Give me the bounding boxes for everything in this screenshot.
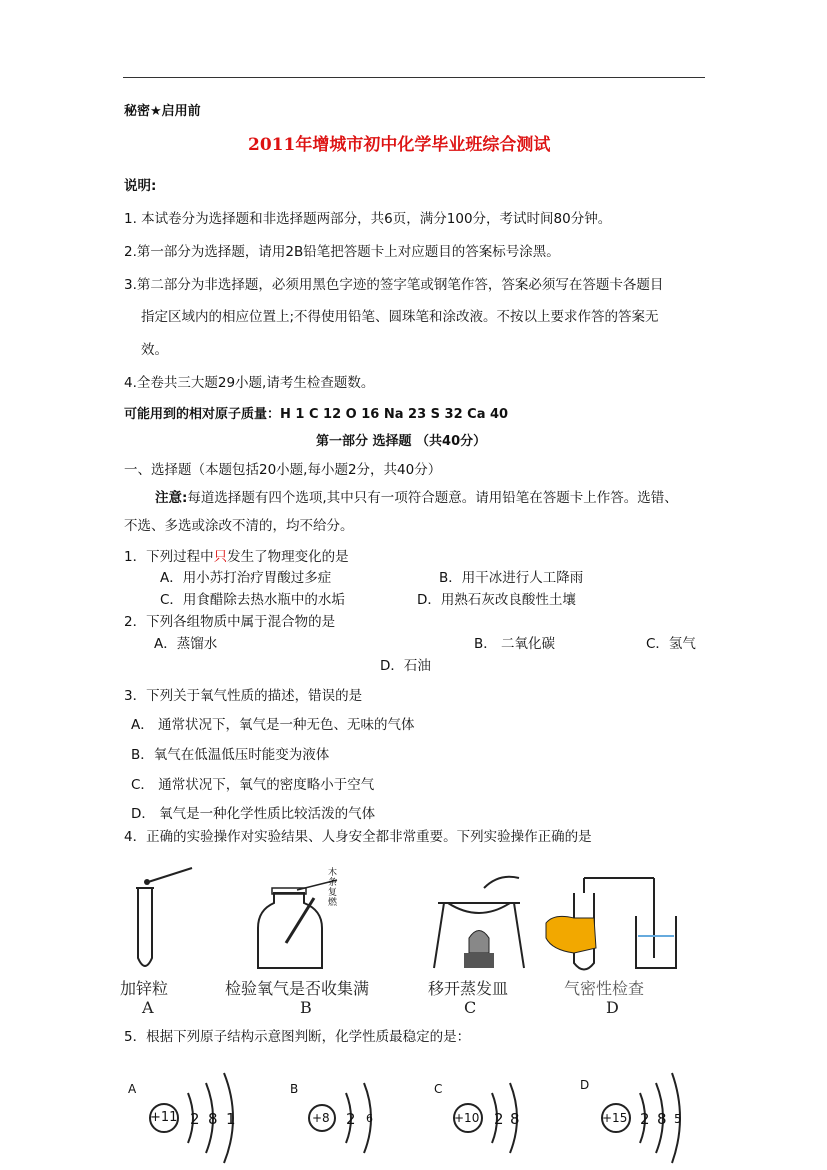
figure-b xyxy=(222,858,382,1018)
atom-nucleus: +10 xyxy=(454,1111,480,1125)
option-a: A．蒸馏水 xyxy=(154,636,218,652)
option-d: D． 氧气是一种化学性质比较活泼的气体 xyxy=(131,806,376,822)
atom-shell: 2 xyxy=(346,1110,356,1128)
burner-diagram xyxy=(424,858,544,978)
atom-shell: 8 xyxy=(657,1110,667,1128)
atom-shells xyxy=(430,1058,550,1168)
note-line xyxy=(155,486,678,506)
question-4: 4．正确的实验操作对实验结果、人身安全都非常重要。下列实验操作正确的是 xyxy=(124,829,592,845)
atom-letter: C xyxy=(434,1082,443,1096)
figure-letter: A xyxy=(142,998,154,1017)
question-3: 3．下列关于氧气性质的描述，错误的是 xyxy=(124,688,363,704)
option-d: D．用熟石灰改良酸性土壤 xyxy=(417,592,576,608)
question-2: 2．下列各组物质中属于混合物的是 xyxy=(124,614,336,630)
option-b: B．用干冰进行人工降雨 xyxy=(439,570,584,586)
option-a: A．用小苏打治疗胃酸过多症 xyxy=(160,570,332,586)
section-heading: 一、选择题（本题包括20小题,每小题2分，共40分） xyxy=(124,462,442,478)
note-text: 每道选择题有四个选项,其中只有一项符合题意。请用铅笔在答题卡上作答。选错、 xyxy=(187,490,678,506)
atom-shell: 2 xyxy=(494,1110,504,1128)
atom-c xyxy=(430,1058,550,1168)
instruction-item: 效。 xyxy=(141,342,168,358)
figure-letter: D xyxy=(606,998,619,1017)
header-rule xyxy=(123,77,705,78)
figure-a xyxy=(120,858,210,1018)
atom-a xyxy=(126,1058,256,1168)
note-line-2: 不选、多选或涂改不清的，均不给分。 xyxy=(124,518,354,534)
atom-letter: B xyxy=(290,1082,299,1096)
figure-caption: 移开蒸发皿 xyxy=(428,979,509,998)
option-a: A． 通常状况下，氧气是一种无色、无味的气体 xyxy=(131,717,415,733)
atom-d xyxy=(580,1058,700,1168)
option-c: C． 通常状况下，氧气的密度略小于空气 xyxy=(131,777,375,793)
figure-caption: 加锌粒 xyxy=(120,979,169,998)
part1-heading: 第一部分 选择题 （共40分） xyxy=(316,434,487,449)
question-text: 1．下列过程中 xyxy=(124,549,214,565)
atom-b xyxy=(290,1058,410,1168)
atom-shell: 5 xyxy=(674,1112,682,1126)
atom-shell: 2 xyxy=(640,1110,650,1128)
atom-shell: 2 xyxy=(190,1110,200,1128)
option-b: B． 二氧化碳 xyxy=(474,636,556,652)
question-5: 5．根据下列原子结构示意图判断，化学性质最稳定的是： xyxy=(124,1029,471,1045)
confidential-label: 秘密★启用前 xyxy=(124,104,201,119)
atom-shell: 8 xyxy=(208,1110,218,1128)
question-1 xyxy=(124,545,349,565)
option-d: D．石油 xyxy=(380,658,431,674)
gas-jar-diagram xyxy=(222,858,382,978)
figure-c xyxy=(424,858,544,1018)
instruction-item: 2.第一部分为选择题，请用2B铅笔把答题卡上对应题目的答案标号涂黑。 xyxy=(124,244,560,260)
atom-letter: D xyxy=(580,1078,590,1092)
atom-nucleus: +8 xyxy=(312,1111,330,1125)
figure-letter: B xyxy=(300,998,312,1017)
instructions-heading: 说明: xyxy=(124,178,157,194)
instruction-item: 指定区域内的相应位置上;不得使用铅笔、圆珠笔和涂改液。不按以上要求作答的答案无 xyxy=(141,309,659,325)
atom-shell: 8 xyxy=(510,1110,520,1128)
question-text: 发生了物理变化的是 xyxy=(227,549,349,565)
option-c: C．用食醋除去热水瓶中的水垢 xyxy=(160,592,345,608)
figure-caption: 气密性检查 xyxy=(564,979,645,998)
atom-nucleus: +15 xyxy=(602,1111,628,1125)
atom-shell: 1 xyxy=(226,1110,236,1128)
test-tube-diagram xyxy=(120,858,210,978)
instruction-item: 4.全卷共三大题29小题,请考生检查题数。 xyxy=(124,375,375,391)
highlight-text: 只 xyxy=(213,549,228,565)
note-label: 注意: xyxy=(155,490,188,506)
figure-side-text: 木条复燃 xyxy=(328,868,338,908)
atom-letter: A xyxy=(128,1082,137,1096)
airtightness-diagram xyxy=(544,858,684,978)
figure-letter: C xyxy=(464,998,477,1017)
instruction-item: 1. 本试卷分为选择题和非选择题两部分，共6页，满分100分，考试时间80分钟。 xyxy=(124,211,612,227)
option-b: B．氧气在低温低压时能变为液体 xyxy=(131,747,330,763)
figure-caption: 检验氧气是否收集满 xyxy=(225,979,370,998)
exam-title: 2011年增城市初中化学毕业班综合测试 xyxy=(248,135,551,155)
option-c: C．氢气 xyxy=(646,636,696,652)
atom-shell: 6 xyxy=(366,1112,373,1125)
atomic-masses: 可能用到的相对原子质量：H 1 C 12 O 16 Na 23 S 32 Ca 40 xyxy=(124,407,509,422)
figure-d xyxy=(544,858,684,1018)
atom-nucleus: +11 xyxy=(150,1110,178,1125)
instruction-item: 3.第二部分为非选择题，必须用黑色字迹的签字笔或钢笔作答，答案必须写在答题卡各题目 xyxy=(124,277,664,293)
